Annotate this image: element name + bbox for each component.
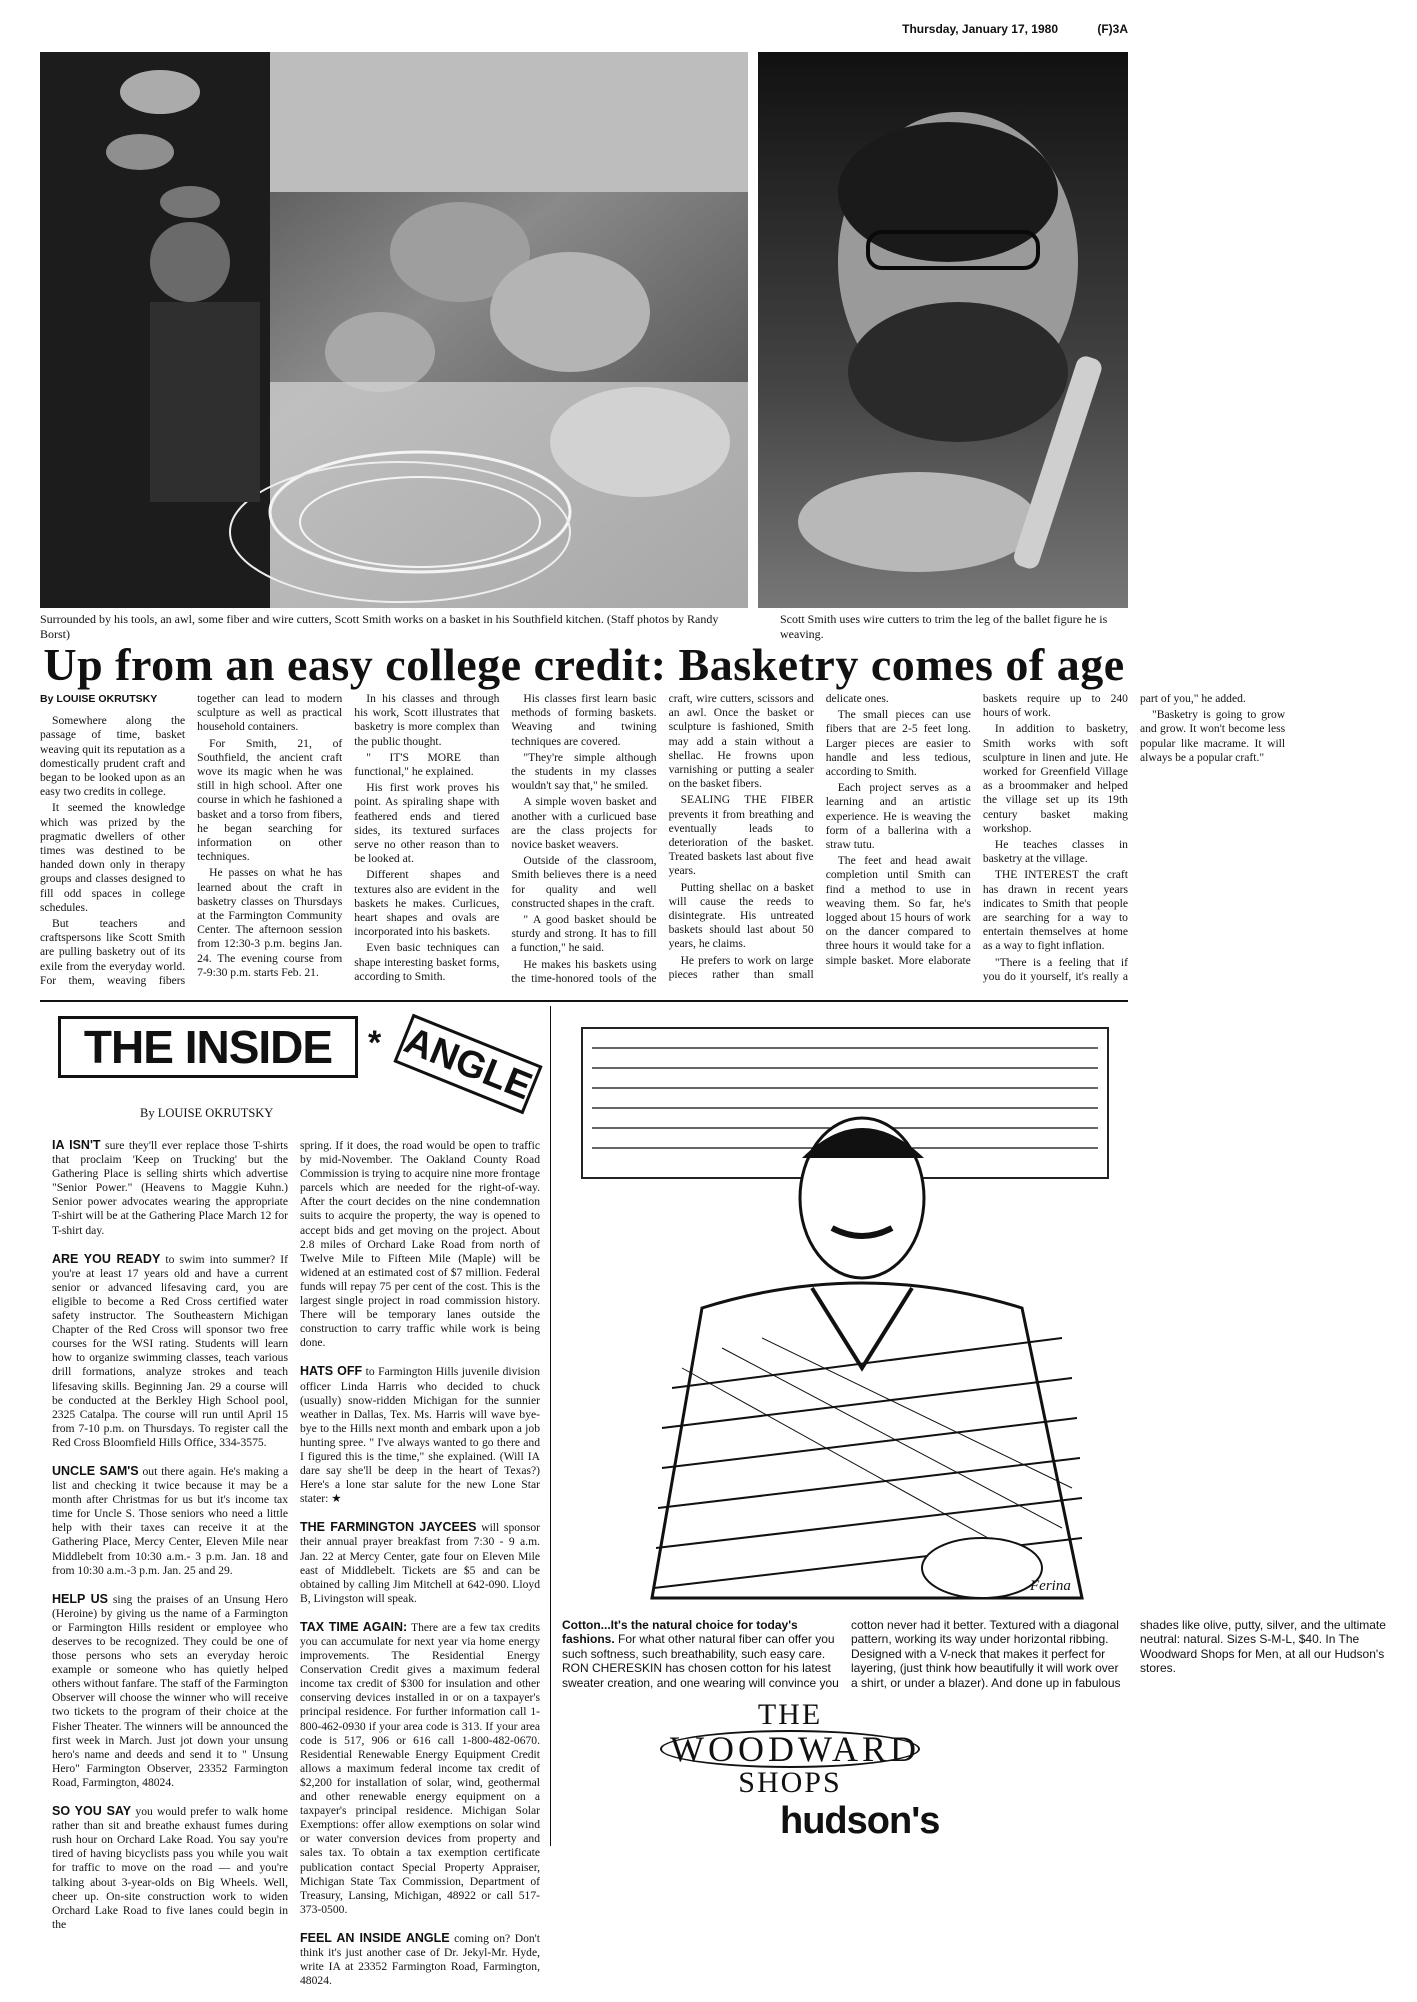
inside-item <box>300 1620 540 1917</box>
article-paragraph: "They're simple although the students in my classes wouldn't say that," he smiled. <box>511 750 657 793</box>
item-head: IA ISN'T <box>52 1138 101 1152</box>
inside-column-left <box>52 1138 288 1946</box>
article-paragraph: He prefers to work on large pieces rather than small delicate ones. <box>668 692 889 981</box>
article-paragraph: Each project serves as a learning and an artistic experience. He is weaving the form of a ballerina with a straw tutu. <box>825 781 971 852</box>
article-paragraph: For Smith, 21, of Southfield, the ancient craft wove its magic when he was still in high school. After one course in which he fashioned a basket and a torso from fibers, he began searching for information on other techniques. <box>197 736 343 864</box>
inside-byline: By LOUISE OKRUTSKY <box>140 1106 274 1120</box>
inside-item <box>52 1592 288 1790</box>
article-paragraph: He passes on what he has learned about the craft in basketry classes on Thursdays at the Farmington Community Center. The afternoon session from 12:30-3 p.m. begins Jan. 24. The evening course from 7-9:30 p.m. starts Feb. 21. <box>197 866 343 979</box>
article-paragraph: It seemed the knowledge which was prized by the pragmatic dwellers of other times was destined to be handed down only in therapy groups and classes designed to fill odd spaces in college schedules. <box>40 801 186 914</box>
inside-item <box>300 1520 540 1606</box>
item-text: sing the praises of an Unsung Hero (Heroine) by giving us the name of a Farmington or Farmington Hills resident or employee who deserves to be recognized. They could be one of those persons who sets an everyday heroic example or someone who has quietly helped others without fanfare. The staff of the Farmington Observer will choose the winner who will receive two tickets to the program of their choice at the Fisher Theater. The winners will be announced the first week in March. Just jot down your unsung hero's name and deeds and send it to " Unsung Hero" Farmington Observer, 23352 Farmington Road, Farmington, 48024. <box>52 1592 288 1789</box>
headline: Up from an easy college credit: Basketry comes of age <box>43 639 1125 690</box>
item-head: ARE YOU READY <box>52 1251 161 1266</box>
article-body <box>40 692 1286 992</box>
issue-date: Thursday, January 17, 1980 <box>902 22 1058 36</box>
article-paragraph: His first work proves his point. As spiraling shape with feathered ends and tiered sides, its textured surfaces serve no other reason than to be looked at. <box>354 781 500 866</box>
item-text: to swim into summer? If you're at least 17 years old and have a current senior or advanced lifesaving card, you are eligible to become a Red Cross certified water safety instructor. The Southeastern Michigan Chapter of the Red Cross will sponsor two free courses for the WSI rating. Students will learn how to organize swimming classes, teach various drill formations, analyze strokes and teach lifesaving skills. Beginning Jan. 29 a course will be conducted at the Berkley High School pool, 2325 Catalpa. The course will run until April 15 from 7-10 p.m. on Thursdays. To register call the Red Cross Bloomfield Hills Office, 334-3575. <box>52 1252 288 1449</box>
article-paragraph: " A good basket should be sturdy and strong. It has to fill a function," he said. <box>511 913 657 955</box>
article-paragraph: "Basketry is going to grow and grow. It won't become less popular like macrame. It will always be a popular craft." <box>1139 708 1286 764</box>
photo-caption-left: Surrounded by his tools, an awl, some fiber and wire cutters, Scott Smith works on a basket in his Southfield kitchen. (Staff photos by Randy Borst) <box>40 612 719 641</box>
item-head: HELP US <box>52 1591 108 1606</box>
article-byline: By LOUISE OKRUTSKY <box>40 693 158 705</box>
article-paragraph: "There is a feeling that if you do it yourself, it's really a part of you," he added. <box>982 692 1246 983</box>
masthead <box>40 18 1128 40</box>
item-head: UNCLE SAM'S <box>52 1463 139 1478</box>
brand-the: THE <box>757 1698 823 1731</box>
inside-angle-logo <box>58 1012 538 1108</box>
item-text: to Farmington Hills juvenile division officer Linda Harris who decided to chuck (usually) snow-ridden Michigan for the sunnier weather in Dallas, Tex. Ms. Harris will wave bye-bye to the Hills next month and embark upon a job hunting spree. " I've always wanted to go there and I figured this is the time," she explained. (Will IA dare say she'll be deep in the heart of Texas?) Here's a lone star salute for the new Lone Star stater: ★ <box>300 1365 540 1506</box>
ad-copy <box>562 1618 1386 1696</box>
item-text: coming on? Don't think it's just another case of Dr. Jekyl-Mr. Hyde, write IA at 23352 Farmington Road, Farmington, 48024. <box>300 1931 540 1988</box>
item-text: spring. If it does, the road would be open to traffic by mid-November. The Oakland County Road Commission is trying to acquire nine more frontage parcels which are needed for the right-of-way. After the court decides on the nine condemnation suits to acquire the property, the way is opened to accept bids and get moving on the project. About 2.8 miles of Orchard Lake Road from north of Twelve Mile to Fifteen Mile (Maple) will be widened at an estimated cost of $7 million. Federal funds will repay 75 per cent of the cost. This is the largest single project in road commission history. There will be temporary lanes outside the construction to carry traffic while work is being done. <box>300 1139 540 1350</box>
article-paragraph: " IT'S MORE than functional," he explained. <box>354 750 500 779</box>
inside-title-main: THE INSIDE <box>58 1016 358 1078</box>
item-head: THE FARMINGTON JAYCEES <box>300 1520 477 1535</box>
hudsons-logo: hudson's <box>780 1800 940 1842</box>
artist-signature: Ferina <box>1030 1578 1071 1594</box>
item-text: There are a few tax credits you can accumulate for next year via home energy improvements. The Residential Energy Conservation Credit gives a maximum federal income tax credit of $300 for insulation and other conserving devices installed in or on a taxpayer's principal residence. For further information call 1-800-462-0930 if your area code is 313. If your area code is 517, 906 or 616 call 1-800-482-0670. Residential Renewable Energy Equipment Credit allows a maximum federal income tax credit of $2,200 for installation of solar, wind, geothermal and other renewable energy equipment on a taxpayer's principal residence. Michigan Solar Exemptions: offer allow exemptions on solar wind or water conversion devices from property and sales tax. To obtain a tax exemption certificate publication contact Special Property Appraiser, Michigan State Tax Commission, Department of Treasury, Lansing, Michigan, 48922 or call 517-373-0500. <box>300 1620 540 1916</box>
article-paragraph: His classes first learn basic methods of forming baskets. Weaving and twining techniques are covered. <box>511 692 657 748</box>
ad-copy-body: For what other natural fiber can offer you such softness, such breathability, such easy care. RON CHERESKIN has chosen cotton for his latest sweater creation, and one wearing will convince you cotton never had it better. Textured with a diagonal pattern, working its way under horizontal ribbing. Designed with a V-neck that makes it perfect for layering, (just think how beautifully it will work over a shirt, or under a blazer). And done up in fabulous shades like olive, putty, silver, and the ultimate neutral: natural. Sizes S-M-L, $40. In The Woodward Shops for Men, at all our Hudson's stores. <box>562 1618 1386 1690</box>
star-icon: * <box>368 1024 382 1062</box>
article-paragraph: THE INTEREST the craft has drawn in recent years indicates to Smith that people are searching for a way to entertain themselves at home as a way to fight inflation. <box>982 868 1128 953</box>
brand-shops: SHOPS <box>738 1766 842 1799</box>
inside-item <box>52 1464 288 1578</box>
inside-item <box>52 1804 288 1932</box>
item-head: HATS OFF <box>300 1364 363 1379</box>
photo-caption-right: Scott Smith uses wire cutters to trim the leg of the ballet figure he is weaving. <box>780 612 1108 641</box>
article-paragraph: SEALING THE FIBER prevents it from breathing and eventually leads to deterioration of the basket. Treated baskets last about five years. <box>668 793 814 878</box>
item-head: SO YOU SAY <box>52 1804 132 1819</box>
brand-woodward: WOODWARD <box>660 1730 920 1768</box>
inside-item <box>300 1931 540 1988</box>
article-paragraph: Somewhere along the passage of time, basket weaving quit its reputation as a domestically prudent craft and began to be looked upon as an easy two credits in college. <box>40 714 186 799</box>
article-paragraph: He makes his baskets using the time-honored tools of the craft, wire cutters, scissors and an awl. Once the basket or sculpture is fashioned, Smith may add a stain without a shellac. He frowns upon varnishing or putting a sealer on the basket fibers. <box>511 692 814 985</box>
item-text: sure they'll ever replace those T-shirts that proclaim 'Keep on Trucking' but the Gathering Place is selling shirts which advertise "Senior Power." (Heavens to Maggie Kuhn.) Senior power advocates wearing the appropriate T-shirt will be at the Gathering Place March 12 for T-shirt day. <box>52 1139 288 1237</box>
article-paragraph: The small pieces can use fibers that are 2-5 feet long. Larger pieces are easier to handle and less tedious, according to Smith. <box>825 708 971 779</box>
article-paragraph: Putting shellac on a basket will cause the reeds to disintegrate. His untreated baskets should last about 50 years, he claims. <box>668 880 814 951</box>
section-divider <box>40 1000 1128 1002</box>
inside-item <box>52 1252 288 1450</box>
inside-item <box>300 1138 540 1350</box>
article-paragraph: Outside of the classroom, Smith believes there is a need for quality and well constructed shapes in the craft. <box>511 854 657 910</box>
inside-item <box>52 1138 288 1238</box>
item-head: FEEL AN INSIDE ANGLE <box>300 1930 450 1945</box>
inside-column-right <box>300 1138 540 2002</box>
photo-basket-kitchen <box>40 52 748 608</box>
article-paragraph: A simple woven basket and another with a curlicued base are the class projects for novice basket weavers. <box>511 795 657 852</box>
ad-illustration-sweater <box>562 1008 1128 1614</box>
article-paragraph: In his classes and through his work, Scott illustrates that basketry is more complex than the public thought. <box>354 692 500 748</box>
photo-wire-cutters <box>758 52 1128 608</box>
inside-title-angle: ANGLE <box>393 1014 542 1115</box>
inside-item <box>300 1364 540 1506</box>
article-paragraph: The feet and head await completion until Smith can find a method to use in weaving them. So far, he's logged about 15 hours of work on the dancer compared to three hours it would take for a simple basket. More elaborate baskets require up to 240 hours of work. <box>825 692 1128 967</box>
article-paragraph: In addition to basketry, Smith works with soft sculpture in linen and jute. He worked for Greenfield Village as a broommaker and helped the village set up its 19th century basket making workshop. <box>982 722 1128 835</box>
article-paragraph: Different shapes and textures also are evident in the baskets he makes. Curlicues, heart shapes and ovals are incorporated into his baskets. <box>354 868 500 939</box>
article-paragraph: He teaches classes in basketry at the village. <box>982 838 1128 866</box>
woodward-shops-logo <box>660 1700 920 1800</box>
item-text: you would prefer to walk home rather than sit and breathe exhaust fumes during rush hour on Orchard Lake Road. You say you're tired of having bicyclists pass you while you wait for traffic to move on the road — and you're talking about 3-year-olds on Big Wheels. Well, cheer up. On-site construction work to widen Orchard Lake Road to five lanes could begin in the <box>52 1805 288 1931</box>
item-text: will sponsor their annual prayer breakfast from 7:30 - 9 a.m. Jan. 22 at Mercy Center, gate four on Eleven Mile east of Middlebelt. Tickets are $5 and can be obtained by calling Jim Mitchell at 642-090. Lloyd B, Livingston will speak. <box>300 1521 541 1605</box>
column-divider <box>550 1006 551 1846</box>
item-head: TAX TIME AGAIN: <box>300 1619 408 1634</box>
article-paragraph: Even basic techniques can shape interesting basket forms, according to Smith. <box>354 941 500 983</box>
page-number: (F)3A <box>1097 22 1128 36</box>
ad-copy-lead: Cotton...It's the natural choice for today's fashions. <box>562 1618 798 1647</box>
item-text: out there again. He's making a list and checking it twice because it may be a month after Christmas for us but it's income tax time for Uncle S. Those seniors who need a little help with their taxes can receive it at the Gathering Place, Mercy Center, Eleven Mile near Middlebelt from 10:30 a.m.- 3 p.m. Jan. 18 and from 10:30 a.m.-3 p.m. Jan. 25 and 29. <box>52 1464 288 1577</box>
article-paragraph: But teachers and craftspersons like Scott Smith are pulling basketry out of its exile from the everyday world. For them, weaving fibers together can lead to modern sculpture as well as practical household containers. <box>40 692 343 987</box>
